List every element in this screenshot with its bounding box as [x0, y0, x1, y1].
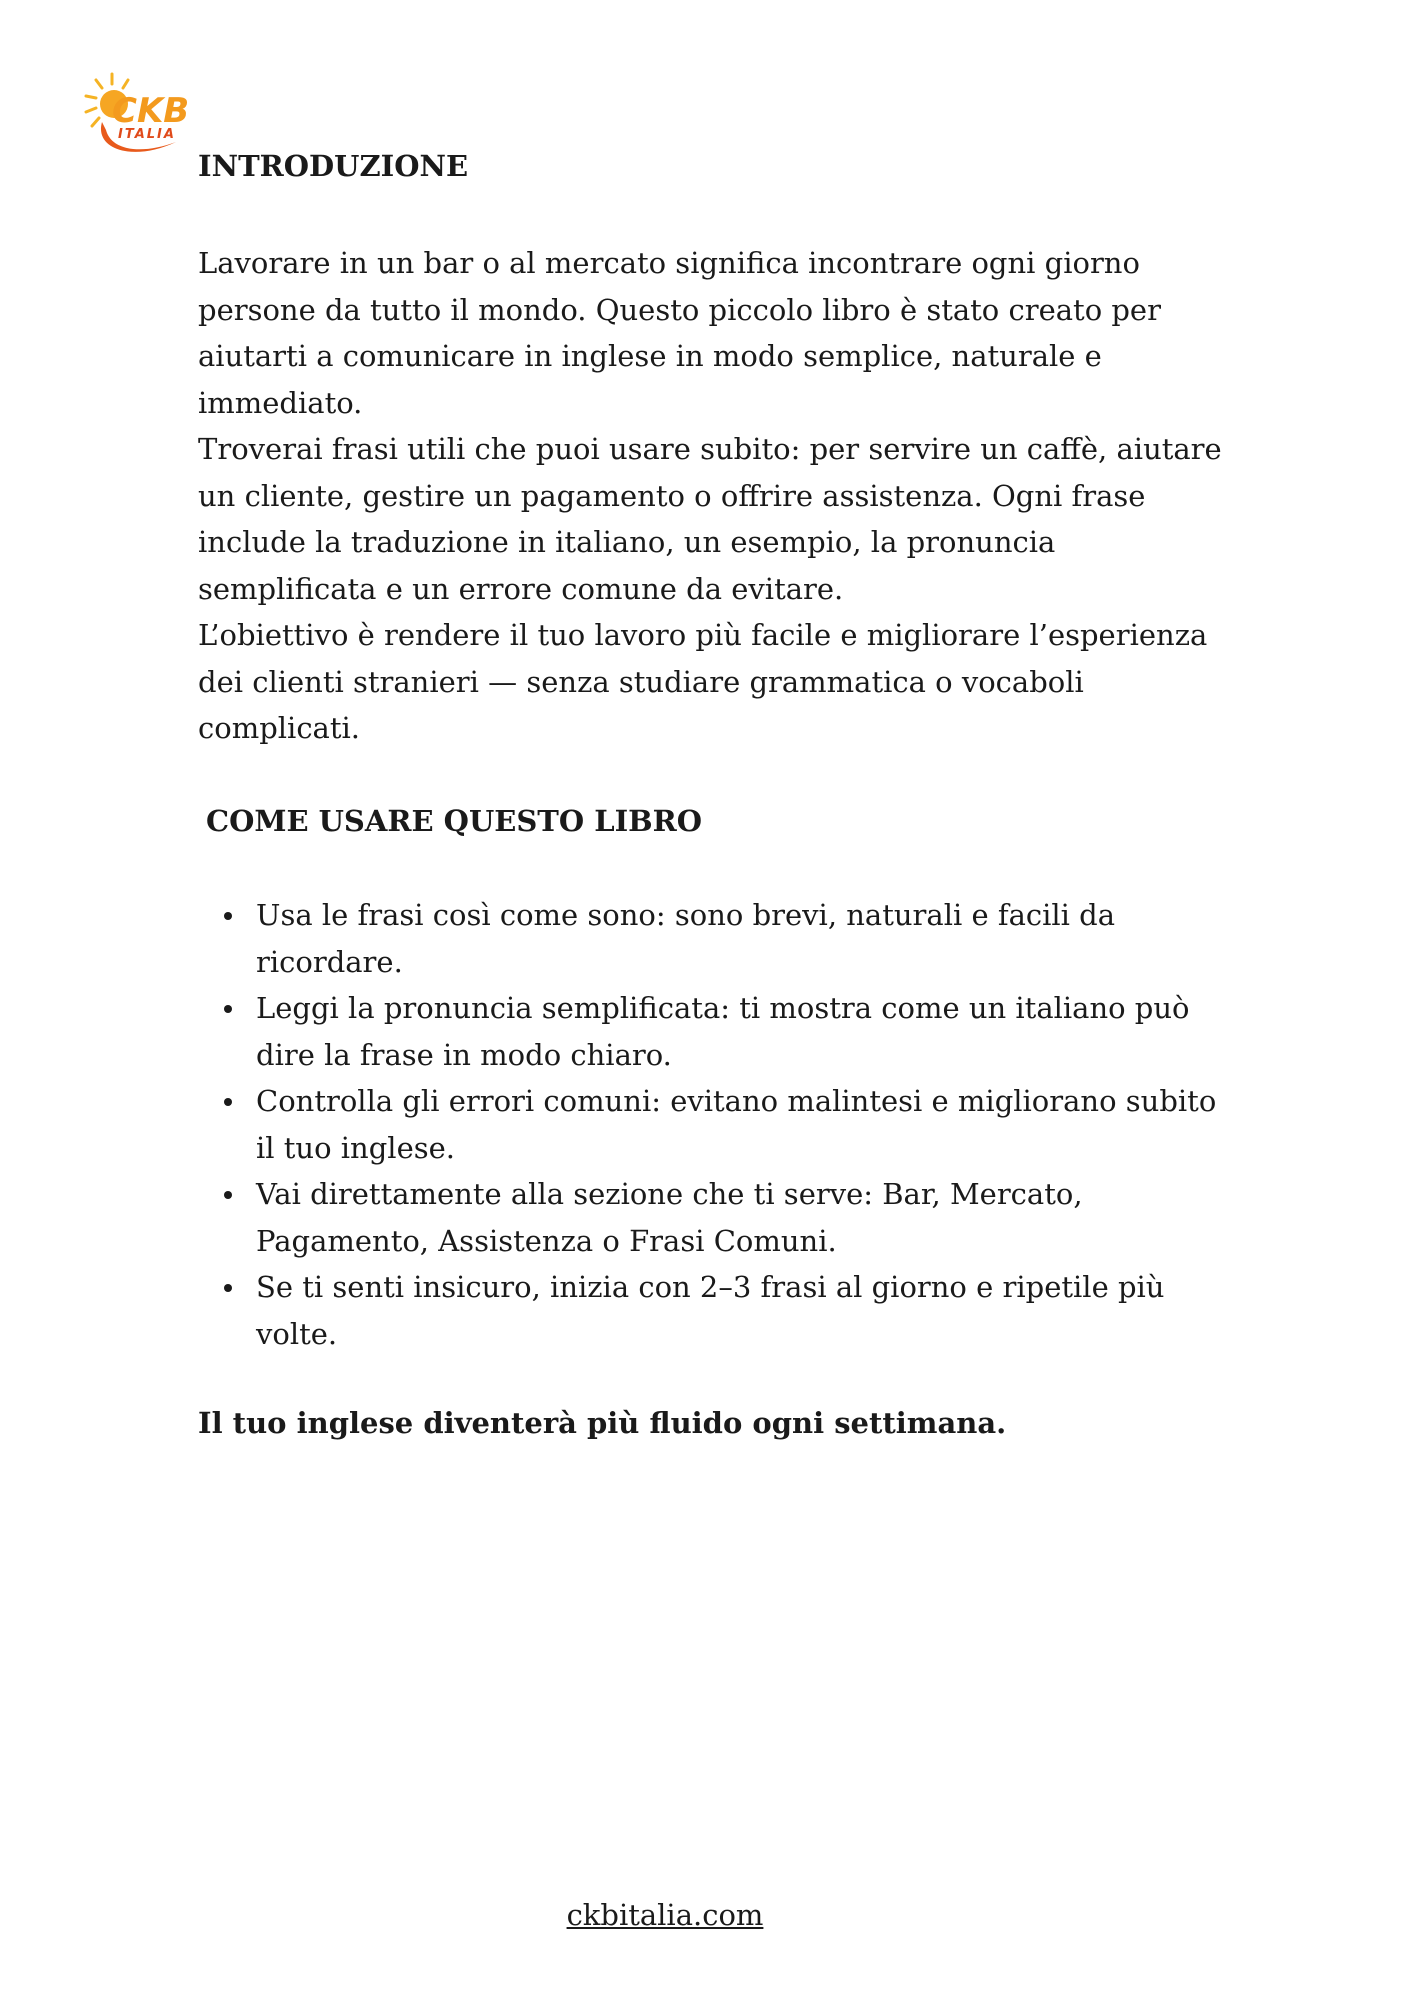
list-item [198, 1078, 1216, 1171]
text-line: Vai direttamente alla sezione che ti serve: Bar, Mercato, [256, 1177, 1083, 1211]
text-line: complicati. [198, 711, 360, 745]
text-line: un cliente, gestire un pagamento o offrire assistenza. Ogni frase [198, 478, 1146, 513]
text-line: include la traduzione in italiano, un esempio, la pronuncia [198, 525, 1056, 559]
text-line: L’obiettivo è rendere il tuo lavoro più facile e migliorare l’esperienza [198, 618, 1208, 652]
list-item [198, 892, 1216, 985]
list-item [198, 1171, 1216, 1264]
svg-text:ITALIA: ITALIA [118, 127, 176, 142]
text-line: Se ti senti insicuro, inizia con 2–3 frasi al giorno e ripetile più [256, 1270, 1165, 1304]
ckb-italia-logo [84, 70, 199, 170]
text-line: volte. [256, 1316, 338, 1351]
text-line: ricordare. [256, 944, 403, 979]
closing-statement: Il tuo inglese diventerà più fluido ogni settimana. [198, 1406, 1007, 1440]
text-line: il tuo inglese. [256, 1130, 455, 1165]
list-item [198, 985, 1216, 1078]
svg-text:CKB: CKB [112, 91, 190, 131]
text-line: Troverai frasi utili che puoi usare subito: per servire un caffè, aiutare [198, 432, 1222, 466]
text-line: semplificata e un errore comune da evitare. [198, 571, 844, 606]
intro-paragraph [198, 240, 1222, 752]
website-link[interactable]: ckbitalia.com [566, 1898, 764, 1932]
text-line: persone da tutto il mondo. Questo piccolo libro è stato creato per [198, 292, 1161, 327]
footer [0, 1898, 1330, 1932]
text-line: immediato. [198, 385, 363, 420]
text-line: Pagamento, Assistenza o Frasi Comuni. [256, 1223, 837, 1258]
text-line: aiutarti a comunicare in inglese in modo semplice, naturale e [198, 339, 1102, 373]
text-line: Lavorare in un bar o al mercato significa incontrare ogni giorno [198, 246, 1140, 280]
text-line: Leggi la pronuncia semplificata: ti mostra come un italiano può [256, 991, 1190, 1025]
howto-heading: COME USARE QUESTO LIBRO [206, 804, 703, 838]
howto-list [198, 892, 1216, 1357]
text-line: Controlla gli errori comuni: evitano malintesi e migliorano subito [256, 1084, 1217, 1118]
list-item [198, 1264, 1216, 1357]
intro-heading: INTRODUZIONE [198, 149, 469, 183]
text-line: dire la frase in modo chiaro. [256, 1037, 672, 1072]
text-line: Usa le frasi così come sono: sono brevi, naturali e facili da [256, 898, 1116, 932]
text-line: dei clienti stranieri — senza studiare grammatica o vocaboli [198, 664, 1084, 699]
